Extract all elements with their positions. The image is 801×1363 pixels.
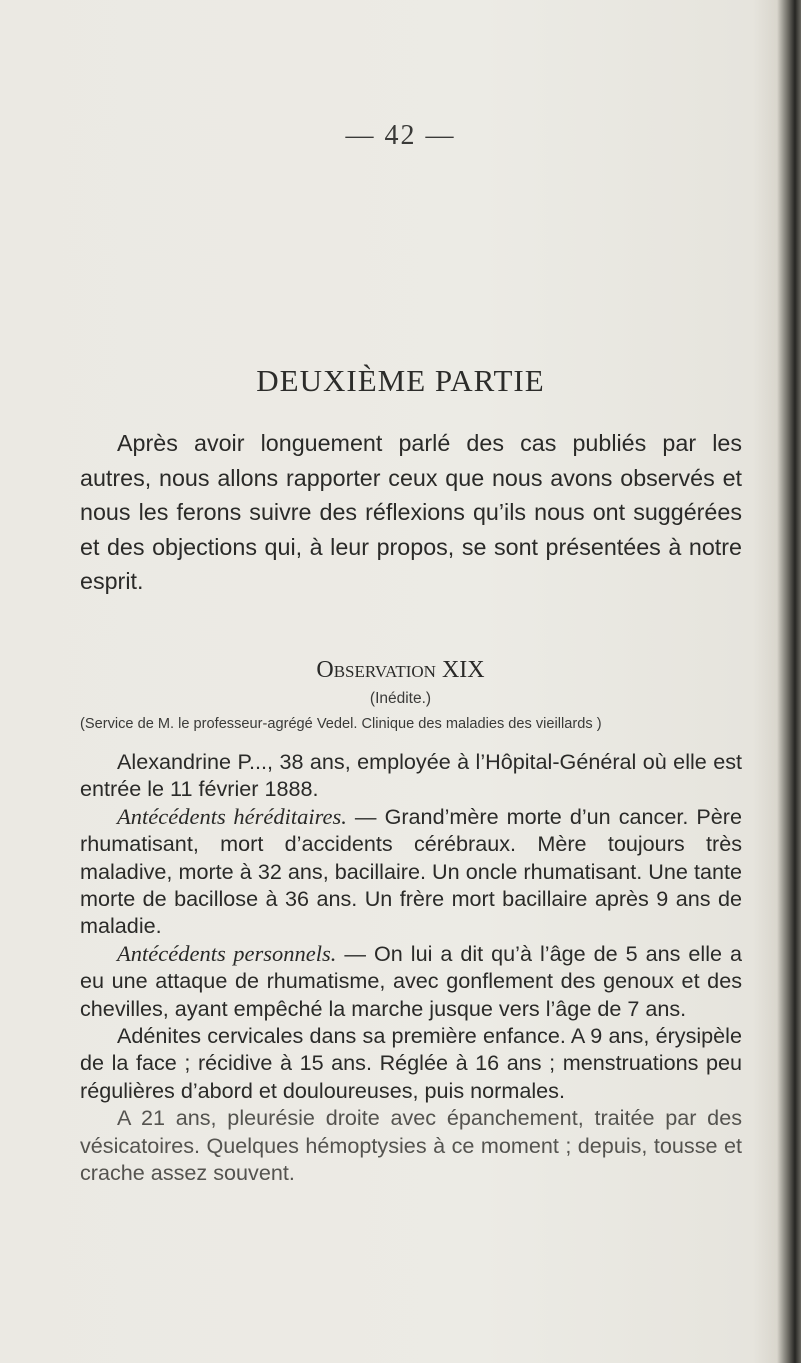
section-label: Antécédents personnels.	[117, 940, 337, 966]
part-title: DEUXIÈME PARTIE	[256, 363, 545, 398]
observation-service-note: (Service de M. le professeur-agrégé Vedel. Clinique des maladies des vieillards )	[80, 716, 602, 732]
paragraph-antecedents-hereditaires: Antécédents héréditaires. — Grand’mère morte d’un cancer. Père rhumatisant, mort d’accidents cérébraux. Mère toujours très maladive, morte à 32 ans, bacillaire. Un oncle rhumatisant. Une tante morte de bacillose à 36 ans. Un frère mort bacillaire après 9 ans de maladie.	[80, 803, 742, 939]
paragraph-adenites: Adénites cervicales dans sa première enfance. A 9 ans, érysipèle de la face ; récidive à 15 ans. Réglée à 16 ans ; menstruations peu régulières d’abord et douloureuses, puis normales.	[80, 1023, 742, 1103]
page-number: — 42 —	[345, 120, 456, 151]
observation-subtitle: (Inédite.)	[369, 690, 432, 707]
paragraph-patient: Alexandrine P..., 38 ans, employée à l’Hôpital-Général où elle est entrée le 11 février 1888.	[80, 749, 742, 802]
section-label: Antécédents héréditaires.	[117, 803, 347, 829]
intro-text: Après avoir longuement parlé des cas publiés par les autres, nous allons rapporter ceux que nous avons observés et nous les ferons suivre des réflexions qu’ils nous ont suggérées et des objections qui, à leur propos, se sont présentées à notre esprit.	[80, 430, 742, 594]
intro-paragraph	[80, 426, 742, 599]
paragraph-antecedents-personnels: Antécédents personnels. — On lui a dit qu’à l’âge de 5 ans elle a eu une attaque de rhumatisme, avec gonflement des genoux et des chevilles, ayant empêché la marche jusque vers l’âge de 7 ans.	[80, 940, 742, 1021]
observation-body	[80, 748, 742, 1187]
observation-title: Observation XIX	[316, 657, 485, 683]
paragraph-pleuresie: A 21 ans, pleurésie droite avec épanchement, traitée par des vésicatoires. Quelques hémoptysies à ce moment ; depuis, tousse et crache assez souvent.	[80, 1105, 742, 1186]
